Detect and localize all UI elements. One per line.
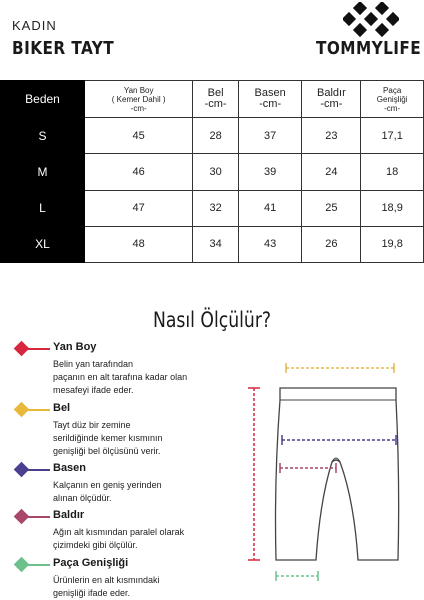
- table-cell: 37: [238, 118, 302, 154]
- guide-item-title: Basen: [53, 462, 87, 474]
- description-line: alınan ölçüdür.: [53, 493, 112, 503]
- shorts-outline: [276, 388, 399, 560]
- side-length-measure: [248, 388, 260, 560]
- table-cell: 45: [85, 118, 193, 154]
- yellow-diamond-icon: [14, 402, 30, 418]
- table-cell: 43: [238, 226, 302, 262]
- guide-item-description: [53, 479, 162, 505]
- waist-top-measure: [286, 363, 394, 373]
- table-cell: 48: [85, 226, 193, 262]
- thigh-measure: [280, 463, 336, 473]
- col-header-basen: [238, 81, 302, 118]
- col-header-line1: Paça: [383, 85, 402, 95]
- description-line: Tayt düz bir zemine: [53, 420, 131, 430]
- category-label: KADIN: [12, 18, 57, 33]
- product-title: BIKER TAYT: [12, 38, 115, 59]
- guide-item-description: [53, 358, 187, 397]
- guide-item-title: Bel: [53, 402, 71, 414]
- table-row: [1, 226, 424, 262]
- table-cell: 47: [85, 190, 193, 226]
- brand-name: TOMMYLIFE: [316, 38, 422, 59]
- col-header-unit: -cm-: [384, 103, 401, 113]
- table-cell: 18: [361, 154, 424, 190]
- guide-item-title: Paça Genişliği: [53, 557, 129, 569]
- table-row: [1, 190, 424, 226]
- size-label: M: [1, 154, 85, 190]
- table-row: [1, 154, 424, 190]
- table-cell: 23: [302, 118, 361, 154]
- description-line: Kalçanın en geniş yerinden: [53, 480, 162, 490]
- col-header-baldir: [302, 81, 361, 118]
- col-header-line1: Bel: [207, 87, 224, 99]
- size-table: [0, 80, 424, 263]
- col-header-yan-boy: [85, 81, 193, 118]
- table-cell: 19,8: [361, 226, 424, 262]
- table-cell: 17,1: [361, 118, 424, 154]
- size-label: L: [1, 190, 85, 226]
- col-header-unit: -cm-: [204, 98, 227, 110]
- guide-item-description: [53, 419, 163, 458]
- table-cell: 24: [302, 154, 361, 190]
- col-header-line2: ( Kemer Dahil ): [111, 94, 166, 104]
- size-column-header: Beden: [1, 81, 85, 118]
- table-cell: 39: [238, 154, 302, 190]
- description-line: çizimdeki gibi ölçülür.: [53, 540, 138, 550]
- table-cell: 26: [302, 226, 361, 262]
- table-cell: 32: [193, 190, 238, 226]
- table-cell: 34: [193, 226, 238, 262]
- green-diamond-icon: [14, 557, 30, 573]
- col-header-unit: -cm-: [259, 98, 282, 110]
- col-header-line1: Baldır: [317, 87, 346, 99]
- purple-diamond-icon: [14, 462, 30, 478]
- guide-item-title: Yan Boy: [53, 341, 97, 353]
- table-header-row: [1, 81, 424, 118]
- mauve-diamond-icon: [14, 509, 30, 525]
- description-line: Ağın alt kısmından paralel olarak: [53, 527, 185, 537]
- red-diamond-icon: [14, 341, 30, 357]
- description-line: genişliği bel ölçüsünü verir.: [53, 446, 161, 456]
- description-line: paçanın en alt tarafına kadar olan: [53, 372, 188, 382]
- guide-item-description: [53, 574, 160, 600]
- description-line: Ürünlerin en alt kısmındaki: [53, 575, 160, 585]
- col-header-unit: -cm-: [320, 98, 343, 110]
- description-line: genişliği ifade eder.: [53, 588, 131, 598]
- size-label: XL: [1, 226, 85, 262]
- col-header-paca: [361, 81, 424, 118]
- table-cell: 46: [85, 154, 193, 190]
- guide-item-description: [53, 526, 184, 552]
- col-header-line2: Genişliği: [376, 94, 408, 104]
- table-cell: 30: [193, 154, 238, 190]
- table-cell: 25: [302, 190, 361, 226]
- guide-item-title: Baldır: [53, 509, 85, 521]
- hem-width-measure: [276, 571, 318, 581]
- how-to-measure-title: Nasıl Ölçülür?: [152, 308, 272, 332]
- col-header-bel: [193, 81, 238, 118]
- description-line: mesafeyi ifade eder.: [53, 385, 134, 395]
- table-cell: 41: [238, 190, 302, 226]
- shorts-measurement-diagram: [240, 360, 416, 590]
- col-header-unit: -cm-: [130, 103, 147, 113]
- col-header-line1: Basen: [254, 87, 286, 99]
- hip-measure: [282, 435, 396, 445]
- brand-logo-icon: [343, 2, 399, 40]
- size-label: S: [1, 118, 85, 154]
- description-line: serildiğinde kemer kısmının: [53, 433, 163, 443]
- description-line: Belin yan tarafından: [53, 359, 134, 369]
- col-header-line1: Yan Boy: [123, 85, 154, 95]
- table-cell: 28: [193, 118, 238, 154]
- table-cell: 18,9: [361, 190, 424, 226]
- table-row: [1, 118, 424, 154]
